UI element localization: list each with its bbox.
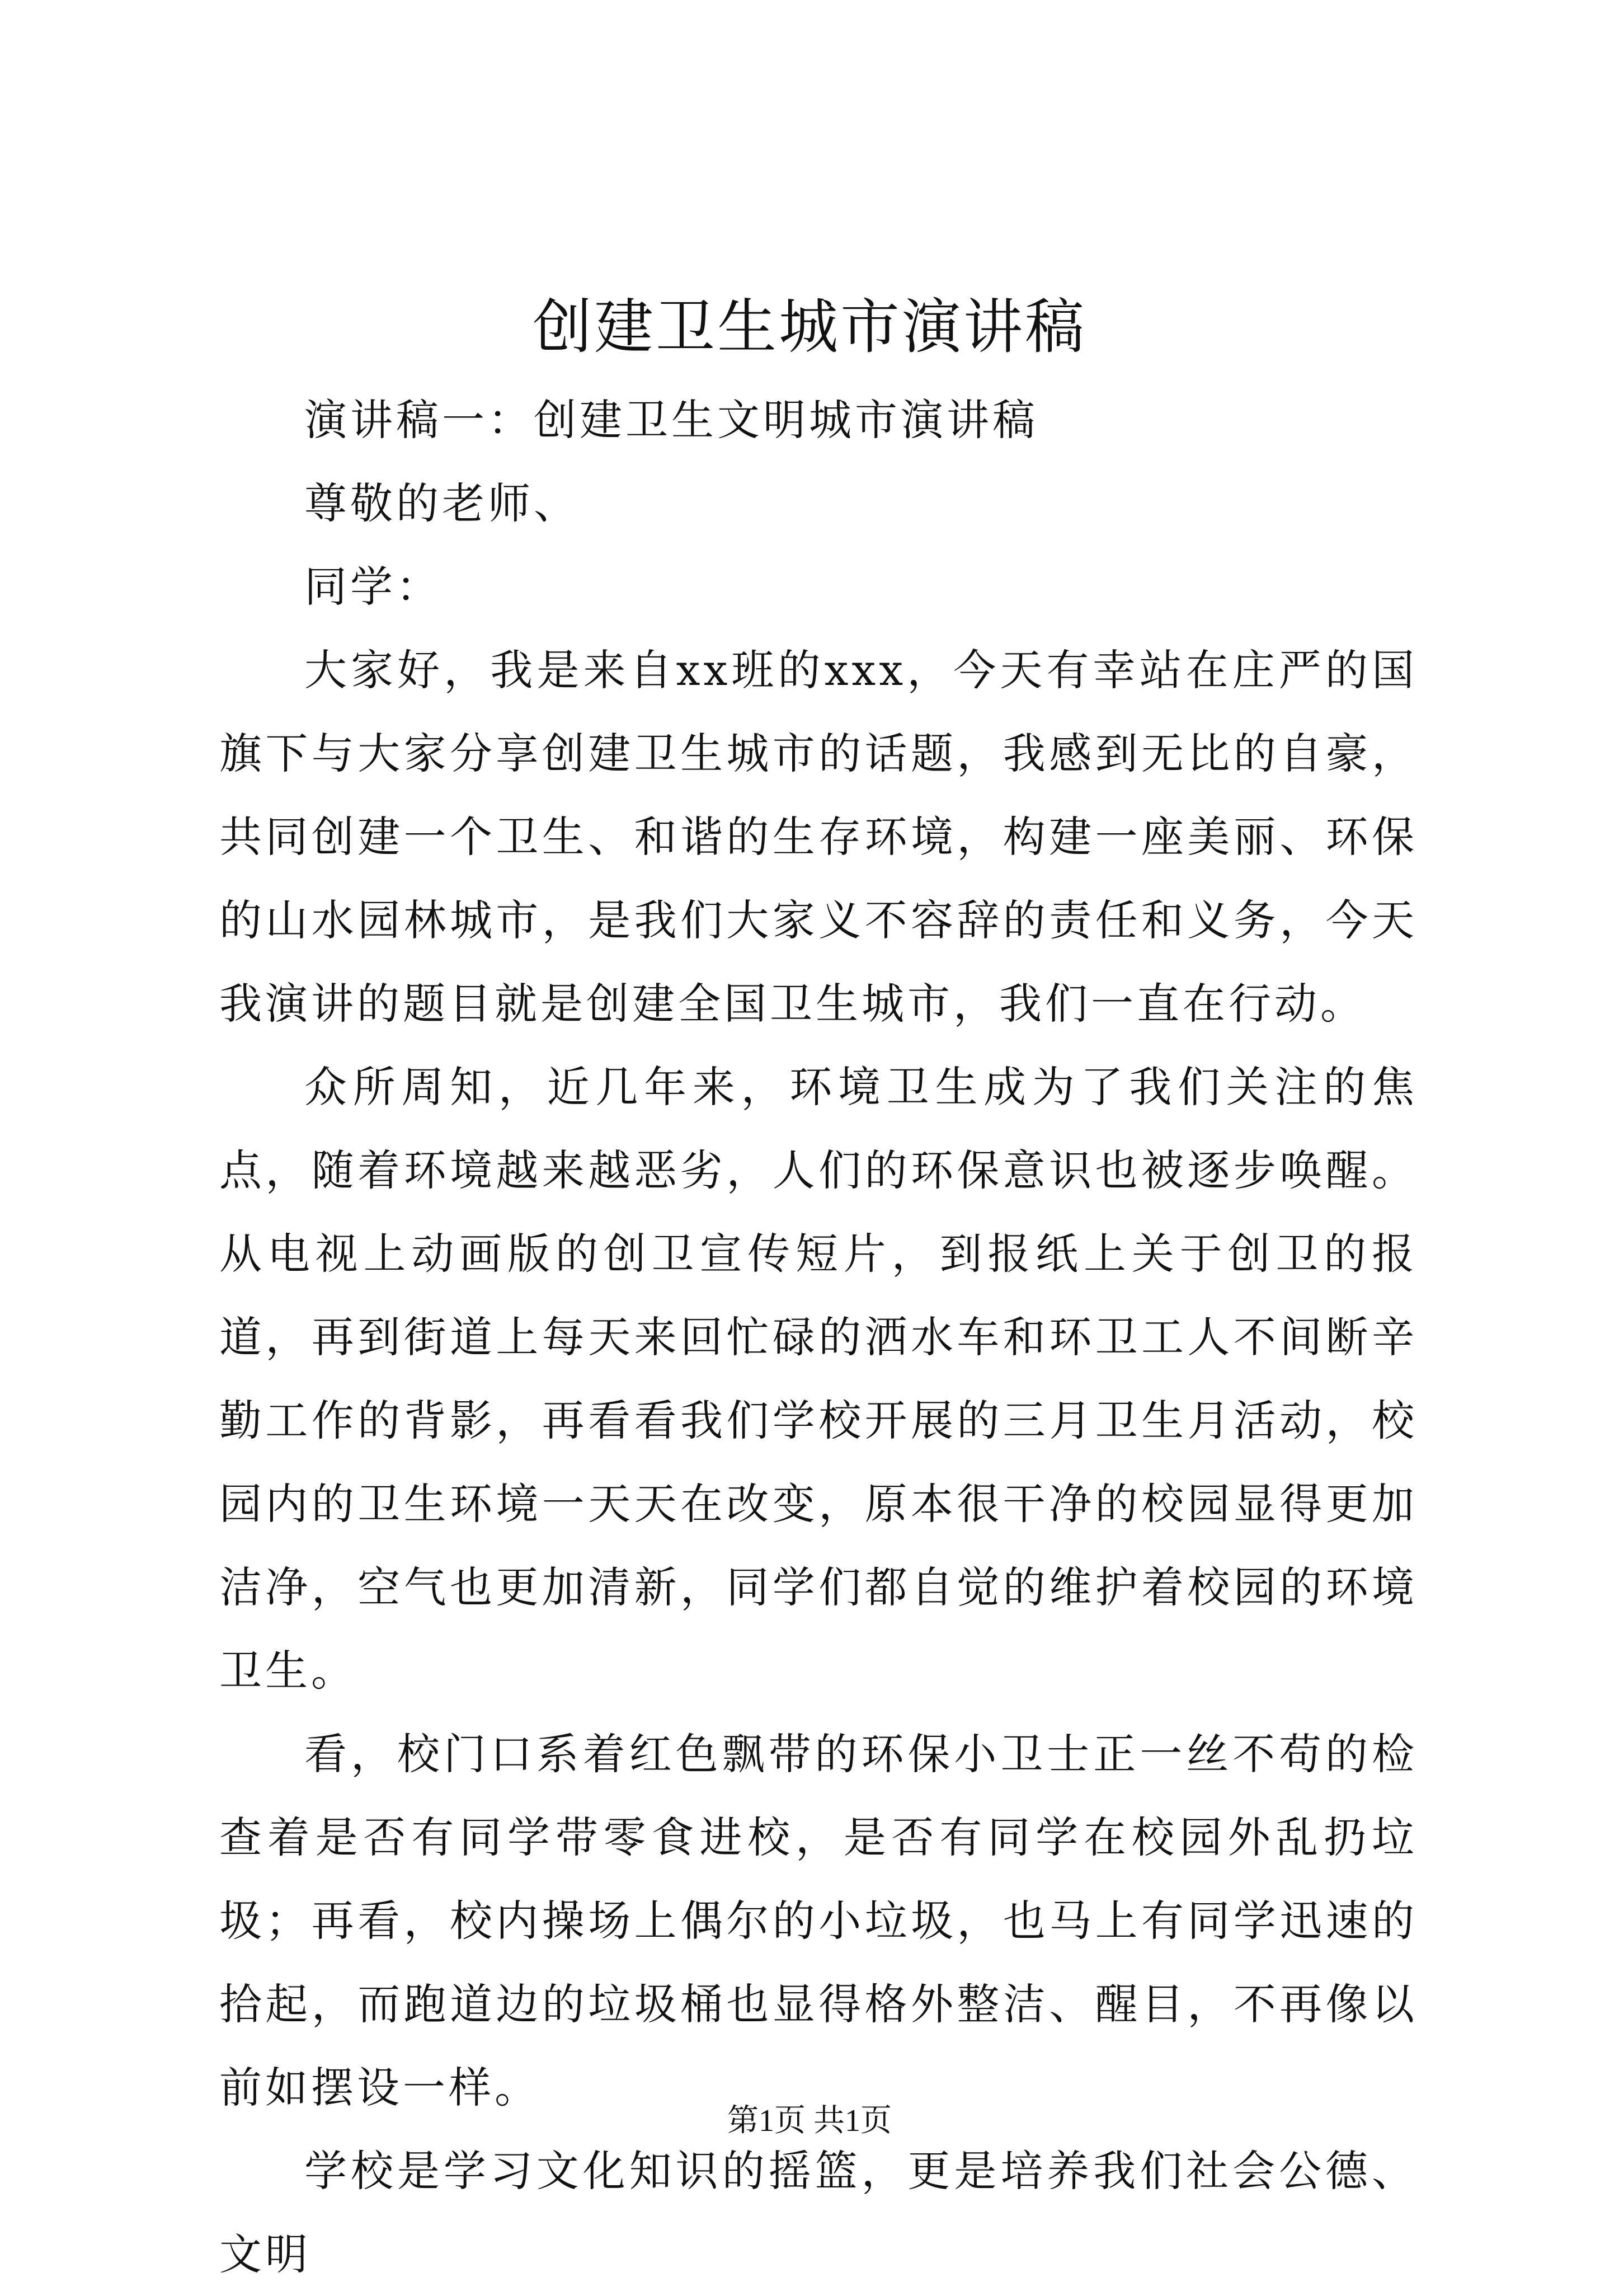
document-title: 创建卫生城市演讲稿 <box>533 293 1086 361</box>
page-footer: 第1页 共1页 <box>727 2104 892 2138</box>
body-paragraph: 大家好，我是来自xx班的xxx，今天有幸站在庄严的国旗下与大家分享创建卫生城市的话题，我感到无比的自豪，共同创建一个卫生、和谐的生存环境，构建一座美丽、环保的山水园林城市，是我们大家义不容辞的责任和义务，今天我演讲的题目就是创建全国卫生城市，我们一直在行动。 <box>219 645 1418 1029</box>
salutation-teachers: 尊敬的老师、 <box>304 478 580 528</box>
salutation-classmates: 同学： <box>304 562 442 612</box>
document-body <box>219 378 1418 2296</box>
body-paragraph: 看，校门口系着红色飘带的环保小卫士正一丝不苟的检查着是否有同学带零食进校，是否有同学在校园外乱扔垃圾；再看，校内操场上偶尔的小垃圾，也马上有同学迅速的拾起，而跑道边的垃圾桶也显得格外整洁、醒目，不再像以前如摆设一样。 <box>219 1729 1418 2112</box>
subtitle-paragraph: 演讲稿一：创建卫生文明城市演讲稿 <box>304 395 1038 445</box>
body-paragraph: 众所周知，近几年来，环境卫生成为了我们关注的焦点，随着环境越来越恶劣，人们的环保意识也被逐步唤醒。从电视上动画版的创卫宣传短片，到报纸上关于创卫的报道，再到街道上每天来回忙碌的洒水车和环卫工人不间断辛勤工作的背影，再看看我们学校开展的三月卫生月活动，校园内的卫生环境一天天在改变，原本很干净的校园显得更加洁净，空气也更加清新，同学们都自觉的维护着校园的环境卫生。 <box>219 1062 1418 1696</box>
body-paragraph: 学校是学习文化知识的摇篮，更是培养我们社会公德、文明 <box>219 2146 1418 2279</box>
